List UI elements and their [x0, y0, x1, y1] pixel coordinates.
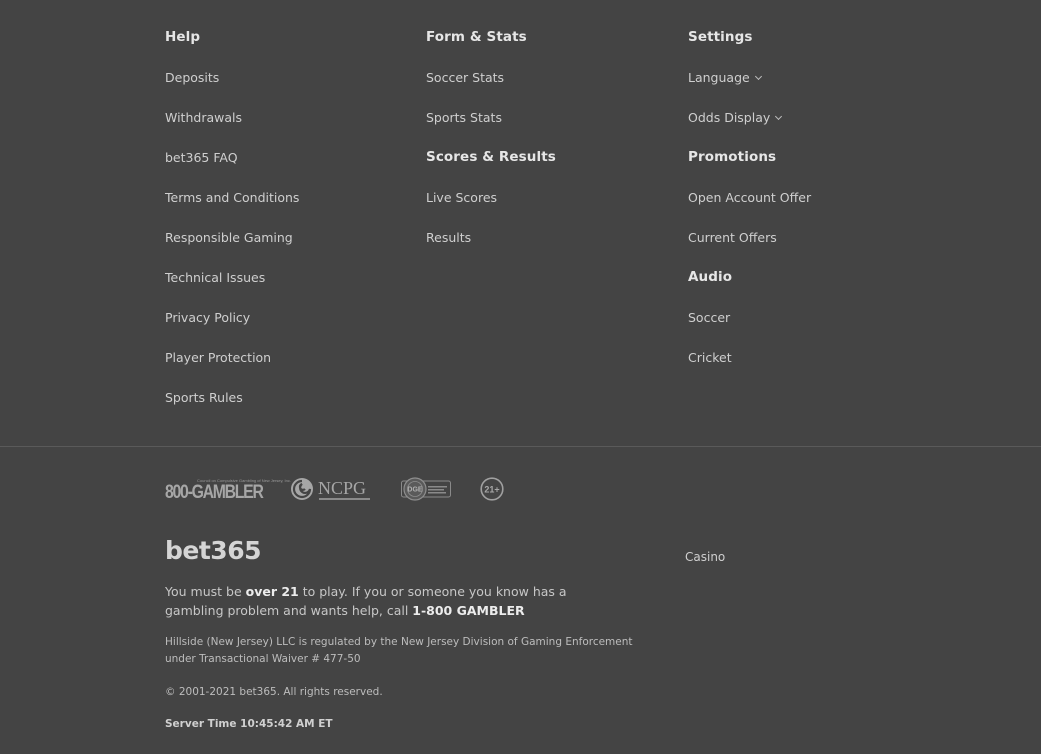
bet365-brand-logo: bet365	[165, 536, 261, 565]
footer-column-help	[165, 28, 405, 428]
audio-soccer-link[interactable]: Soccer	[688, 310, 731, 325]
800-gambler-logo[interactable]	[165, 478, 291, 504]
withdrawals-link[interactable]: Withdrawals	[165, 110, 242, 125]
audio-heading: Audio	[688, 269, 733, 285]
help-heading: Help	[165, 29, 201, 45]
sports-stats-link[interactable]: Sports Stats	[426, 110, 502, 125]
gambler-logo-text: 800-GAMBLER	[165, 482, 263, 503]
promotions-heading: Promotions	[688, 149, 777, 165]
age-21-logo[interactable]	[480, 477, 504, 501]
technical-issues-link[interactable]: Technical Issues	[165, 270, 266, 285]
ncpg-swirl-icon	[290, 477, 314, 501]
ncpg-logo[interactable]	[290, 476, 372, 502]
ncpg-underline	[319, 498, 370, 500]
regulation-text: Hillside (New Jersey) LLC is regulated by the New Jersey Division of Gaming Enforcement under Transactional Waiver # 477-50	[165, 636, 633, 665]
privacy-policy-link[interactable]: Privacy Policy	[165, 310, 251, 325]
results-link[interactable]: Results	[426, 230, 472, 245]
open-account-offer-link[interactable]: Open Account Offer	[688, 190, 812, 205]
language-label: Language	[688, 70, 750, 85]
form-stats-heading: Form & Stats	[426, 29, 527, 45]
sports-rules-link[interactable]: Sports Rules	[165, 390, 243, 405]
age-warning-text	[165, 582, 625, 620]
age-warning-part1: You must be	[165, 584, 246, 599]
ncpg-text: NCPG	[318, 478, 367, 498]
live-scores-link[interactable]: Live Scores	[426, 190, 498, 205]
soccer-stats-link[interactable]: Soccer Stats	[426, 70, 505, 85]
footer-divider	[0, 446, 1041, 447]
casino-link[interactable]: Casino	[685, 550, 726, 564]
deposits-link[interactable]: Deposits	[165, 70, 220, 85]
scores-results-heading: Scores & Results	[426, 149, 556, 165]
footer-column-settings	[688, 28, 928, 388]
copyright-text: © 2001-2021 bet365. All rights reserved.	[165, 686, 383, 698]
responsible-gaming-link[interactable]: Responsible Gaming	[165, 230, 293, 245]
audio-cricket-link[interactable]: Cricket	[688, 350, 732, 365]
gambler-helpline: 1-800 GAMBLER	[412, 603, 525, 618]
odds-display-dropdown[interactable]	[688, 108, 928, 148]
age-warning-over21: over 21	[245, 584, 299, 599]
dge-text: DGE	[407, 486, 423, 494]
chevron-down-icon	[775, 113, 782, 120]
dge-seal-icon	[401, 476, 451, 502]
age-21-icon	[480, 477, 504, 501]
odds-display-label: Odds Display	[688, 110, 771, 125]
footer-column-stats	[426, 28, 666, 268]
server-time: Server Time 10:45:42 AM ET	[165, 718, 333, 730]
dge-logo[interactable]	[401, 476, 451, 502]
player-protection-link[interactable]: Player Protection	[165, 350, 272, 365]
age-21-text: 21+	[484, 484, 500, 495]
terms-link[interactable]: Terms and Conditions	[165, 190, 300, 205]
chevron-down-icon	[755, 73, 762, 80]
settings-heading: Settings	[688, 29, 753, 45]
faq-link[interactable]: bet365 FAQ	[165, 150, 238, 165]
language-dropdown[interactable]	[688, 68, 928, 108]
gambler-council-text: Council on Compulsive Gambling of New Jersey, Inc.	[197, 478, 291, 483]
current-offers-link[interactable]: Current Offers	[688, 230, 777, 245]
age-warning-part2: to play. If you or someone you know has a gambling problem and wants help, call	[165, 584, 567, 618]
